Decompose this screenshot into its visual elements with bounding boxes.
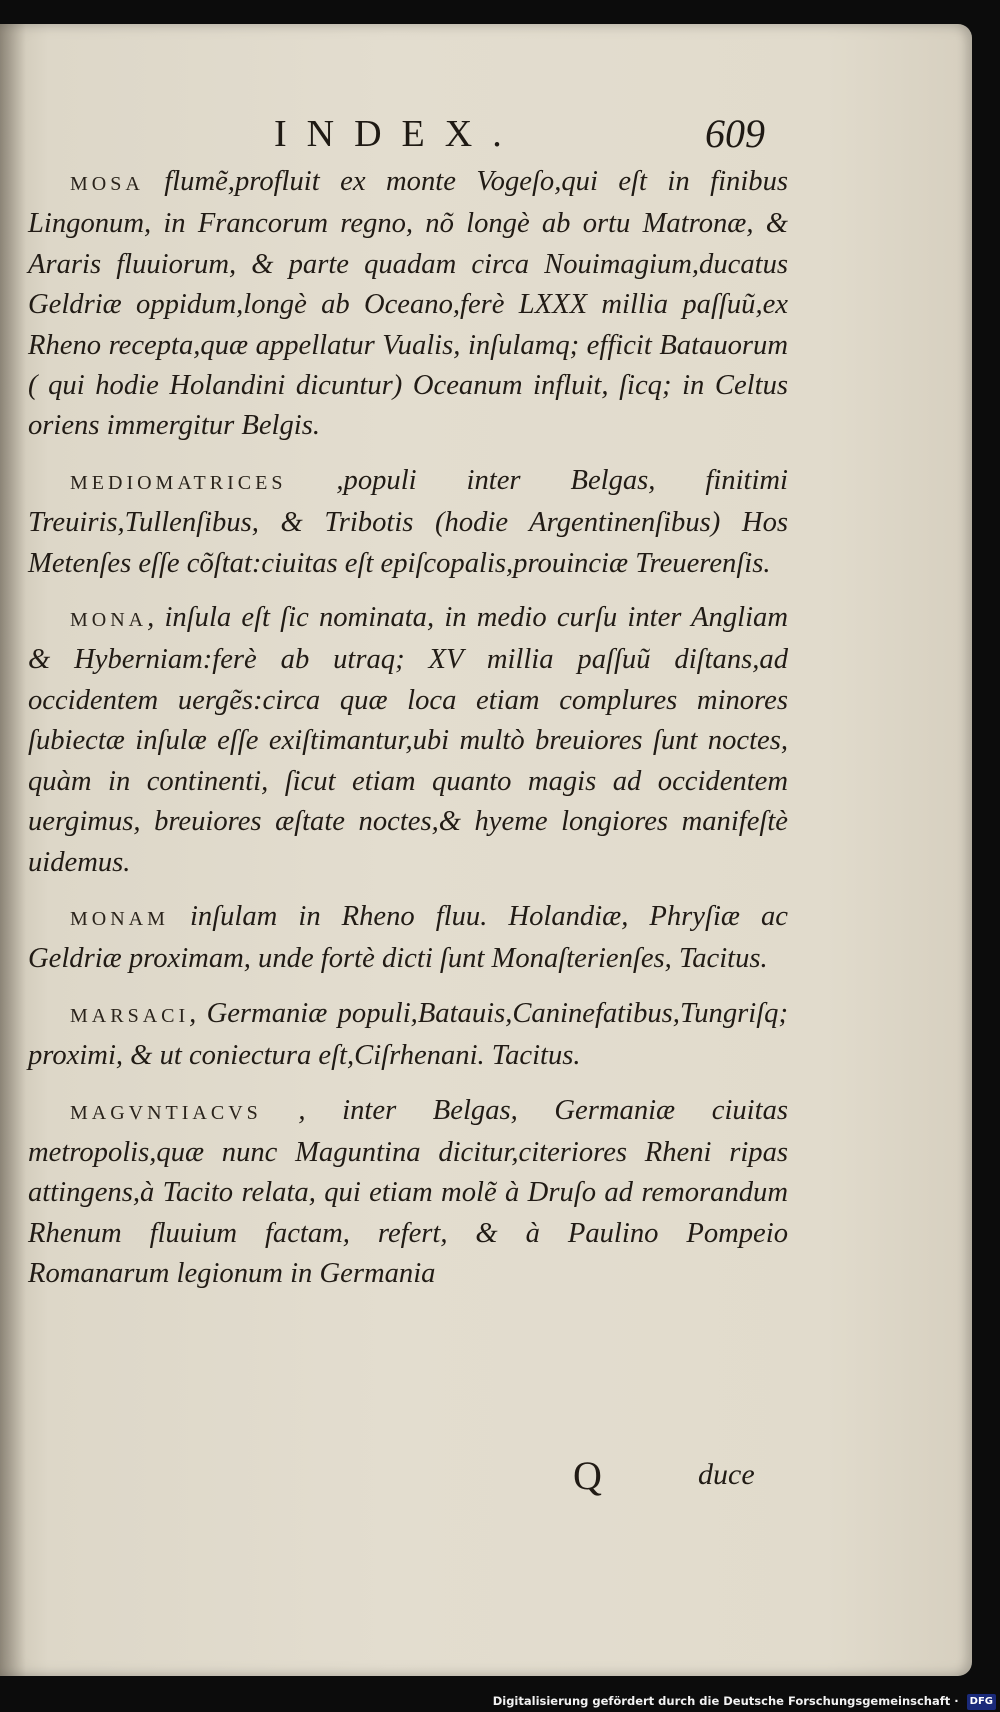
page-footer	[0, 1452, 972, 1512]
catchword: duce	[698, 1458, 755, 1491]
book-page	[0, 24, 972, 1676]
index-entry-marsaci	[28, 994, 788, 1077]
entry-lemma: MARSACI	[70, 1004, 190, 1027]
entry-lemma: MAGVNTIACVS	[70, 1101, 262, 1124]
index-entry-mona	[28, 598, 788, 883]
signature-mark: Q	[573, 1453, 602, 1498]
entry-text: , inter Belgas, Germaniæ ciuitas metropolis,quæ nunc Maguntina dicitur,citeriores Rheni ripas attingens,à Tacito relata, qui etiam molẽ à Druſo ad remorandum Rhenum fluuium factam, refert, & à Paulino Pompeio Romanarum legionum in Germania	[28, 1094, 788, 1290]
index-entry-maguntiacus	[28, 1091, 788, 1295]
entry-text: flumẽ,profluit ex monte Vogeſo,qui eſt in finibus Lingonum, in Francorum regno, nõ longè ab ortu Matronæ, & Araris fluuiorum, & parte quadam circa Nouimagium,ducatus Geldriæ oppidum,longè ab Oceano,ferè LXXX millia paſſuũ,ex Rheno recepta,quæ appellatur Vualis, inſulamq; efficit Batauorum ( qui hodie Holandini dicuntur) Oceanum influit, ſicq; in Celtus oriens immergitur Belgis.	[28, 166, 788, 442]
entry-lemma: MONAM	[70, 907, 169, 930]
entry-lemma: MONA	[70, 609, 148, 632]
credit-text: Digitalisierung gefördert durch die Deutsche Forschungsgemeinschaft ·	[492, 1694, 959, 1708]
entry-lemma: MEDIOMATRICES	[70, 471, 287, 494]
entry-text: , inſula eſt ſic nominata, in medio curſu inter Angliam & Hyberniam:ferè ab utraq; XV millia paſſuũ diſtans,ad occidentem uergẽs:circa quæ loca etiam complures minores ſubiectæ inſulæ eſſe exiſtimantur,ubi multò breuiores ſunt noctes, quàm in continenti, ſicut etiam quanto magis ad occidentem uergimus, breuiores æſtate noctes,& hyeme longiores manifeſtè uidemus.	[28, 602, 788, 878]
page-header	[0, 84, 972, 154]
running-head: INDEX.	[274, 113, 522, 155]
index-text	[28, 162, 788, 1295]
gutter-shadow	[0, 24, 26, 1676]
entry-lemma: MOSA	[70, 173, 144, 195]
dfg-logo: DFG	[967, 1694, 996, 1710]
index-entry-mosa	[28, 162, 788, 447]
entry-text: ,populi inter Belgas, finitimi Treuiris,Tullenſibus, & Tribotis (hodie Argentinenſibus) Hos Metenſes eſſe cõſtat:ciuitas eſt epiſcopalis,prouinciæ Treuerenſis.	[28, 464, 788, 579]
index-entry-monam	[28, 897, 788, 980]
entry-text: inſulam in Rheno fluu. Holandiæ, Phryſiæ ac Geldriæ proximam, unde fortè dicti ſunt Monaſterienſes, Tacitus.	[28, 900, 788, 975]
index-entry-mediomatrices	[28, 461, 788, 584]
page-number: 609	[705, 111, 765, 156]
digitization-credit	[493, 1690, 996, 1712]
entry-text: , Germaniæ populi,Batauis,Caninefatibus,Tungriſq; proximi, & ut coniectura eſt,Ciſrhenani. Tacitus.	[28, 997, 788, 1072]
